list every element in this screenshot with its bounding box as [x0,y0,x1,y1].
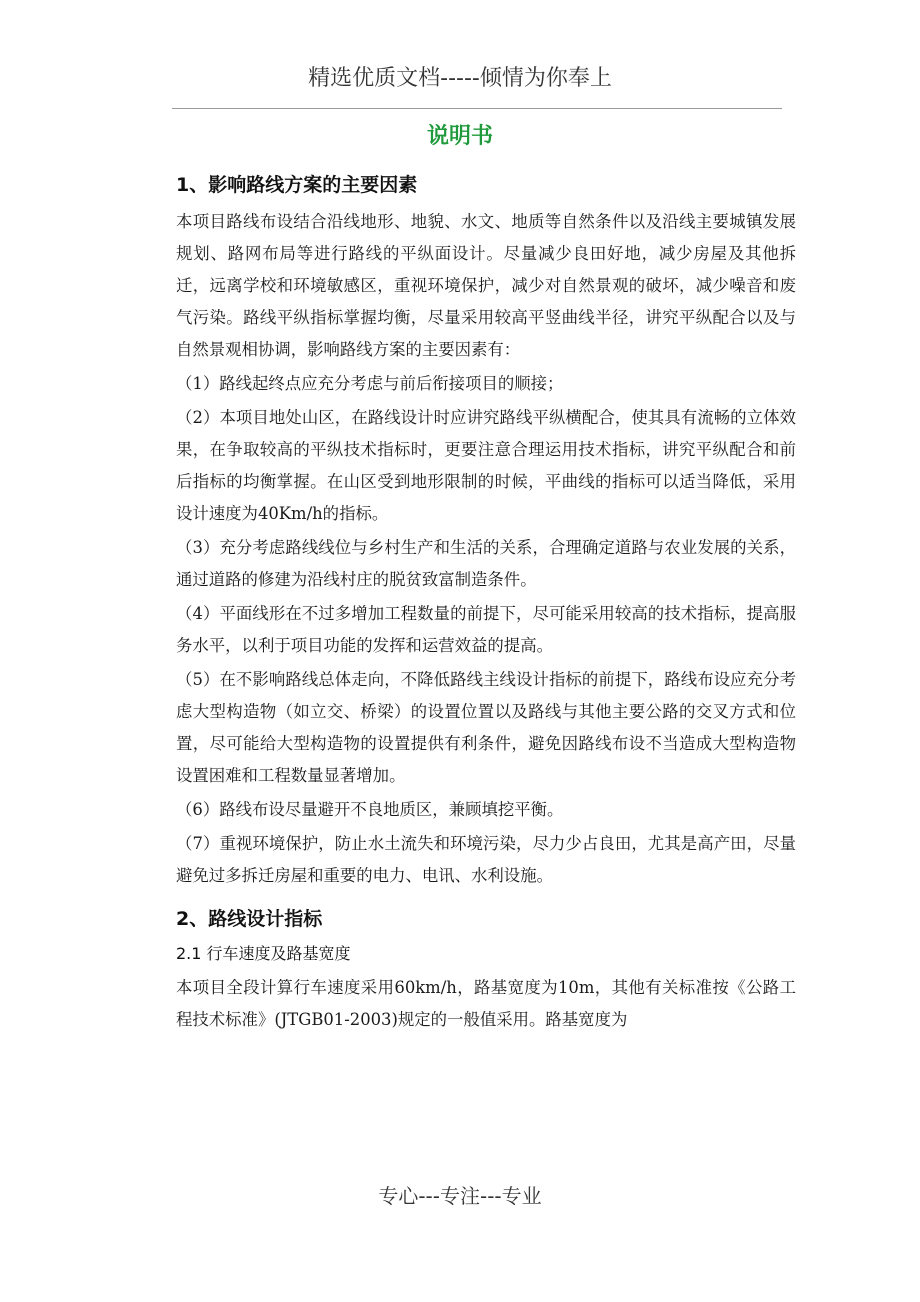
section-1-item-7: （7）重视环境保护，防止水土流失和环境污染，尽力少占良田，尤其是高产田，尽量避免过多拆迁房屋和重要的电力、电讯、水利设施。 [176,834,796,885]
section-1-intro: 本项目路线布设结合沿线地形、地貌、水文、地质等自然条件以及沿线主要城镇发展规划、路网布局等进行路线的平纵面设计。尽量减少良田好地，减少房屋及其他拆迁，远离学校和环境敏感区，重视环境保护，减少对自然景观的破坏，减少噪音和废气污染。路线平纵指标掌握均衡，尽量采用较高平竖曲线半径，讲究平纵配合以及与自然景观相协调，影响路线方案的主要因素有： [176,212,796,359]
document-title: 说明书 [426,124,493,149]
section-1-item-2: （2）本项目地处山区，在路线设计时应讲究路线平纵横配合，使其具有流畅的立体效果，在争取较高的平纵技术指标时，更要注意合理运用技术指标，讲究平纵配合和前后指标的均衡掌握。在山区受到地形限制的时候，平曲线的指标可以适当降低，采用设计速度为40Km/h的指标。 [176,408,796,523]
document-body [176,170,796,1036]
page-footer: 专心---专注---专业 [378,1184,542,1208]
section-1-item-5: （5）在不影响路线总体走向，不降低路线主线设计指标的前提下，路线布设应充分考虑大型构造物（如立交、桥梁）的设置位置以及路线与其他主要公路的交叉方式和位置，尽可能给大型构造物的设置提供有利条件，避免因路线布设不当造成大型构造物设置困难和工程数量显著增加。 [176,670,796,785]
section-1-item-6: （6）路线布设尽量避开不良地质区，兼顾填挖平衡。 [176,800,564,819]
header-divider [172,108,782,109]
section-spacer [176,892,796,904]
section-2-1-text: 本项目全段计算行车速度采用60km/h，路基宽度为10m，其他有关标准按《公路工程技术标准》(JTGB01-2003)规定的一般值采用。路基宽度为 [176,978,796,1029]
section-2-heading: 2、路线设计指标 [176,908,323,930]
section-1-heading: 1、影响路线方案的主要因素 [176,174,418,196]
page-header: 精选优质文档-----倾情为你奉上 [308,66,612,91]
section-1-item-1: （1）路线起终点应充分考虑与前后衔接项目的顺接； [176,374,564,393]
section-1-item-3: （3）充分考虑路线线位与乡村生产和生活的关系，合理确定道路与农业发展的关系，通过道路的修建为沿线村庄的脱贫致富制造条件。 [176,538,796,589]
section-1-item-4: （4）平面线形在不过多增加工程数量的前提下，尽可能采用较高的技术指标，提高服务水平，以利于项目功能的发挥和运营效益的提高。 [176,604,796,655]
section-2-1-heading: 2.1 行车速度及路基宽度 [176,944,351,963]
